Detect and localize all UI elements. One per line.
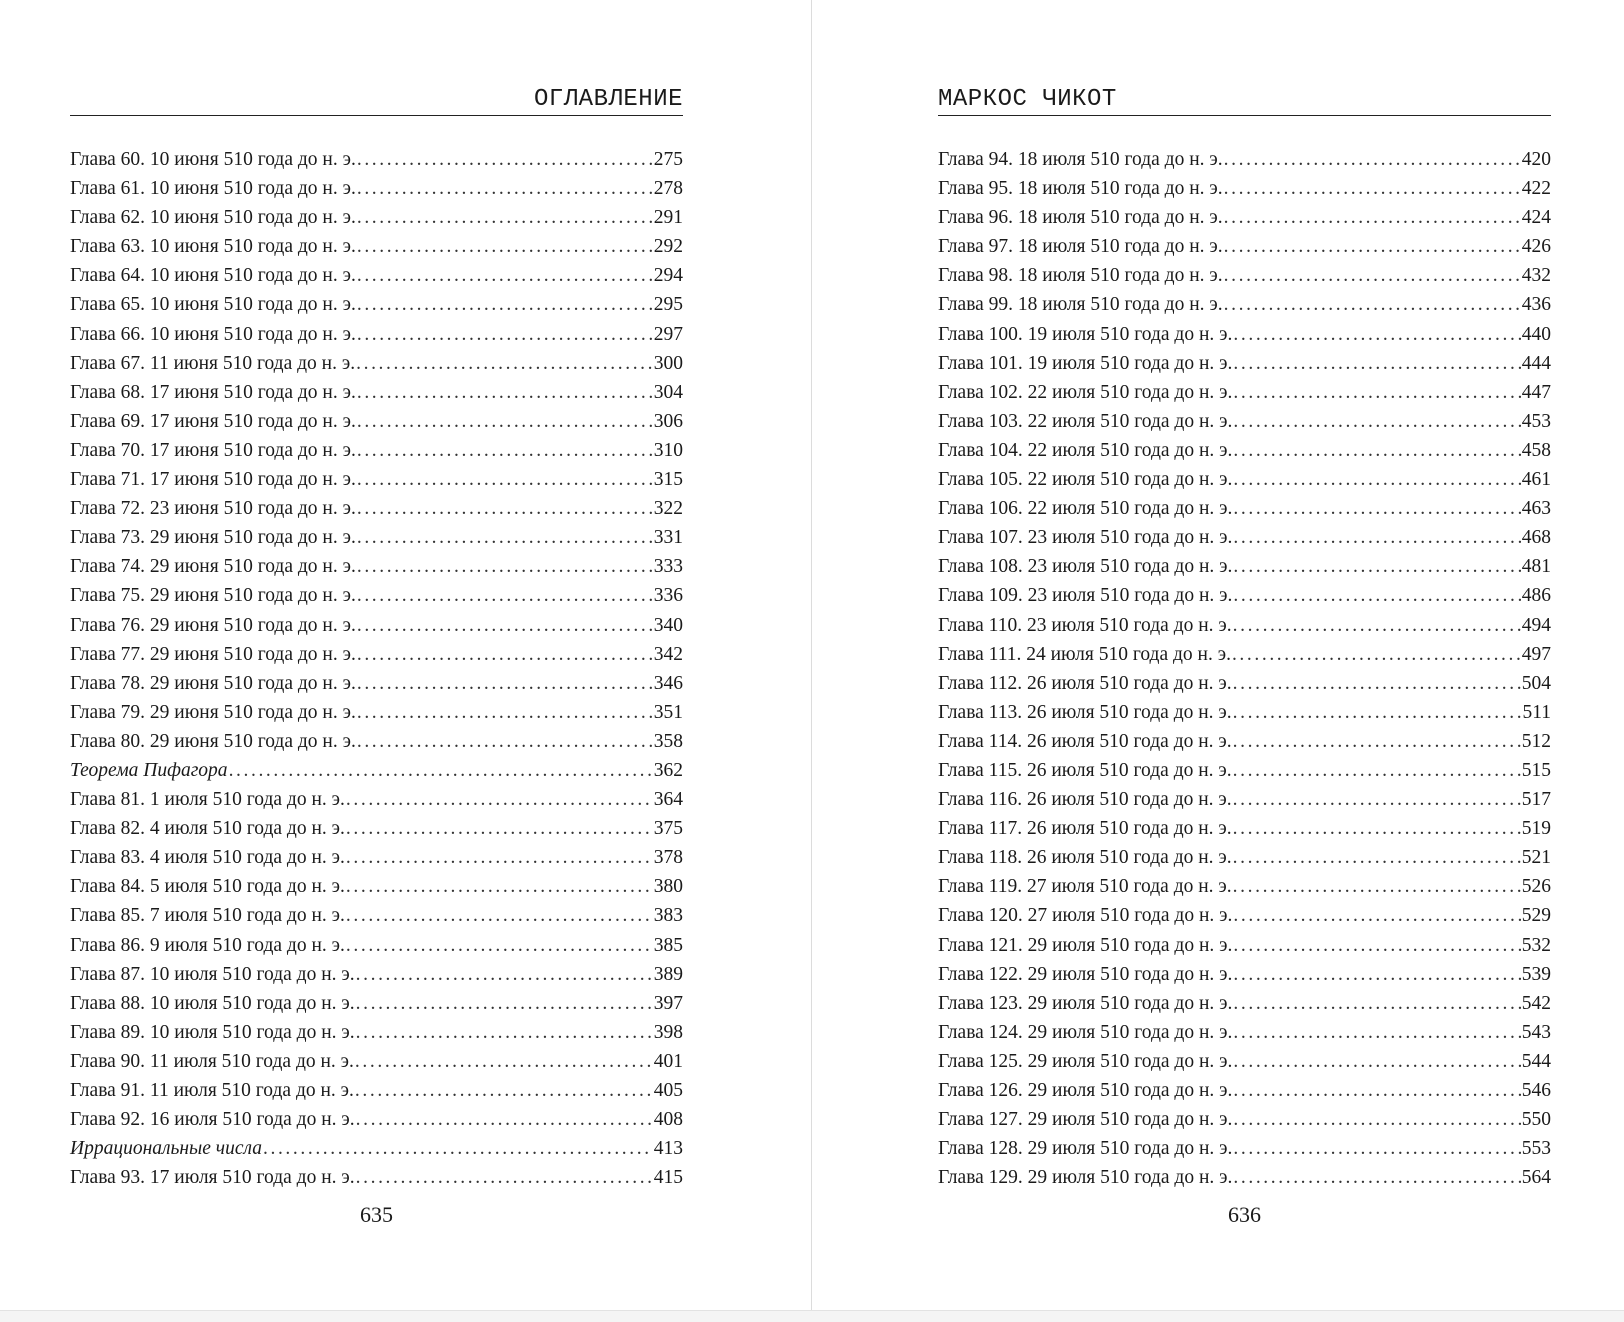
dot-leader	[357, 436, 653, 465]
dot-leader	[1233, 814, 1521, 843]
toc-entry-page: 532	[1521, 934, 1551, 956]
toc-entry-page: 515	[1521, 759, 1551, 781]
toc-entry	[70, 698, 683, 727]
toc-entry	[70, 640, 683, 669]
toc-entry-page: 278	[653, 178, 683, 200]
toc-entry-page: 401	[653, 1050, 683, 1072]
toc-entry-title: Теорема Пифагора	[70, 759, 228, 781]
toc-entry-title: Глава 83. 4 июля 510 года до н. э.	[70, 847, 345, 869]
toc-entry	[70, 1076, 683, 1105]
toc-entry-page: 543	[1521, 1021, 1551, 1043]
dot-leader	[1233, 872, 1521, 901]
toc-entry-title: Глава 91. 11 июля 510 года до н. э.	[70, 1080, 354, 1101]
dot-leader	[1233, 785, 1521, 814]
toc-entry-page: 380	[653, 876, 683, 898]
toc-entry	[938, 494, 1551, 523]
toc-entry	[938, 727, 1551, 756]
toc-entry-page: 519	[1521, 818, 1551, 840]
toc-entry-title: Глава 125. 29 июля 510 года до н. э.	[938, 1050, 1233, 1072]
toc-entry-title: Глава 96. 18 июля 510 года до н. э.	[938, 207, 1223, 229]
dot-leader	[357, 174, 653, 203]
toc-entry-page: 511	[1522, 701, 1551, 723]
toc-entry	[938, 989, 1551, 1018]
toc-entry-title: Глава 119. 27 июля 510 года до н. э.	[938, 876, 1232, 898]
running-head: МАРКОС ЧИКОТ	[938, 86, 1117, 113]
dot-leader	[1233, 1047, 1520, 1076]
dot-leader	[1233, 1134, 1520, 1163]
toc-entry	[938, 756, 1551, 785]
toc-entry-title: Глава 97. 18 июля 510 года до н. э.	[938, 236, 1223, 258]
toc-entry-page: 413	[653, 1138, 683, 1160]
toc-entry-page: 468	[1521, 527, 1551, 549]
toc-entry	[938, 407, 1551, 436]
toc-entry-title: Глава 90. 11 июля 510 года до н. э.	[70, 1050, 354, 1072]
dot-leader	[1233, 756, 1521, 785]
toc-entry	[938, 872, 1551, 901]
toc-entry	[70, 756, 683, 785]
dot-leader	[1233, 320, 1520, 349]
toc-entry-page: 351	[653, 701, 683, 723]
dot-leader	[1233, 843, 1521, 872]
toc-entry-title: Глава 103. 22 июля 510 года до н. э.	[938, 410, 1233, 432]
toc-entry	[70, 581, 683, 610]
dot-leader	[1233, 465, 1520, 494]
toc-entry-title: Глава 126. 29 июля 510 года до н. э.	[938, 1080, 1233, 1101]
toc-entry-page: 340	[653, 614, 683, 636]
toc-entry-page: 378	[653, 847, 683, 869]
toc-entry-title: Глава 104. 22 июля 510 года до н. э.	[938, 439, 1233, 461]
toc-entry-title: Глава 85. 7 июля 510 года до н. э.	[70, 905, 345, 927]
dot-leader	[357, 145, 653, 174]
toc-entry-title: Глава 120. 27 июля 510 года до н. э.	[938, 905, 1233, 927]
dot-leader	[357, 727, 653, 756]
toc-entry	[70, 232, 683, 261]
toc-entry-title: Глава 118. 26 июля 510 года до н. э.	[938, 847, 1232, 869]
dot-leader	[357, 640, 653, 669]
toc-entry-page: 331	[653, 527, 683, 549]
toc-entry	[938, 523, 1551, 552]
toc-entry-page: 342	[653, 643, 683, 665]
dot-leader	[1224, 232, 1521, 261]
dot-leader	[1224, 290, 1521, 319]
toc-entry-title: Глава 129. 29 июля 510 года до н. э.	[938, 1167, 1233, 1189]
dot-leader	[1233, 611, 1521, 640]
toc-entry-title: Глава 122. 29 июля 510 года до н. э.	[938, 963, 1233, 985]
dot-leader	[357, 261, 653, 290]
toc-entry-page: 444	[1521, 352, 1551, 374]
toc-entry	[938, 465, 1551, 494]
toc-entry	[70, 814, 683, 843]
toc-entry	[938, 611, 1551, 640]
toc-entry-page: 295	[653, 294, 683, 316]
toc-entry-page: 550	[1521, 1109, 1551, 1131]
dot-leader	[356, 1018, 653, 1047]
toc-entry-title: Глава 92. 16 июля 510 года до н. э.	[70, 1109, 355, 1131]
toc-entry-title: Глава 71. 17 июня 510 года до н. э.	[70, 469, 356, 491]
toc-entry-page: 424	[1521, 207, 1551, 229]
toc-entry	[938, 290, 1551, 319]
toc-entry-page: 486	[1521, 585, 1551, 607]
dot-leader	[1233, 407, 1520, 436]
toc-entry-title: Глава 108. 23 июля 510 года до н. э.	[938, 556, 1233, 578]
dot-leader	[346, 814, 653, 843]
dot-leader	[357, 698, 653, 727]
dot-leader	[1233, 1018, 1520, 1047]
toc-entry-page: 398	[653, 1021, 683, 1043]
toc-entry-title: Глава 75. 29 июня 510 года до н. э.	[70, 585, 356, 607]
dot-leader	[357, 290, 653, 319]
toc-entry	[938, 378, 1551, 407]
toc-entry-page: 432	[1521, 265, 1551, 287]
toc-entry	[70, 320, 683, 349]
toc-entry-title: Глава 111. 24 июля 510 года до н. э.	[938, 643, 1231, 665]
toc-entry	[938, 203, 1551, 232]
toc-entry-page: 436	[1521, 294, 1551, 316]
dot-leader	[355, 1076, 653, 1105]
dot-leader	[346, 872, 653, 901]
toc-entry-title: Глава 127. 29 июля 510 года до н. э.	[938, 1109, 1233, 1131]
toc-entry	[70, 1105, 683, 1134]
toc-entry-page: 322	[653, 498, 683, 520]
dot-leader	[357, 407, 653, 436]
dot-leader	[1224, 145, 1521, 174]
toc-entry	[70, 290, 683, 319]
dot-leader	[1233, 523, 1520, 552]
toc-entry-page: 440	[1521, 323, 1551, 345]
dot-leader	[1233, 960, 1520, 989]
dot-leader	[1233, 552, 1520, 581]
toc-entry	[70, 1018, 683, 1047]
toc-entry-page: 544	[1521, 1050, 1551, 1072]
toc-entry-page: 306	[653, 410, 683, 432]
toc-entry-title: Глава 99. 18 июля 510 года до н. э.	[938, 294, 1223, 316]
toc-entry-page: 336	[653, 585, 683, 607]
toc-entry-page: 461	[1521, 469, 1551, 491]
toc-entry	[70, 174, 683, 203]
header-rule	[938, 115, 1551, 116]
toc-entry	[70, 611, 683, 640]
toc-entry	[938, 261, 1551, 290]
toc-entry-title: Глава 102. 22 июля 510 года до н. э.	[938, 381, 1233, 403]
dot-leader	[1233, 1105, 1520, 1134]
page-edge	[0, 1310, 1624, 1322]
toc-entry	[70, 494, 683, 523]
toc-entry-title: Глава 66. 10 июня 510 года до н. э.	[70, 323, 356, 345]
toc-entry-page: 383	[653, 905, 683, 927]
dot-leader	[346, 901, 653, 930]
dot-leader	[1233, 1076, 1520, 1105]
toc-entry-title: Глава 77. 29 июня 510 года до н. э.	[70, 643, 356, 665]
toc-entry-title: Глава 114. 26 июля 510 года до н. э.	[938, 730, 1232, 752]
toc-entry-page: 420	[1521, 149, 1551, 170]
toc-entry	[70, 669, 683, 698]
toc-entry	[938, 581, 1551, 610]
toc-entry-page: 512	[1521, 730, 1551, 752]
toc-entry-title: Глава 107. 23 июля 510 года до н. э.	[938, 527, 1233, 549]
toc-entry-title: Глава 69. 17 июня 510 года до н. э.	[70, 410, 356, 432]
toc-entry	[70, 931, 683, 960]
toc-entry-page: 310	[653, 439, 683, 461]
toc-entry	[70, 465, 683, 494]
toc-entry-title: Глава 116. 26 июля 510 года до н. э.	[938, 789, 1232, 811]
toc-entry-title: Глава 89. 10 июля 510 года до н. э.	[70, 1021, 355, 1043]
dot-leader	[357, 669, 653, 698]
toc-entry	[938, 1163, 1551, 1192]
toc-entry-page: 333	[653, 556, 683, 578]
dot-leader	[1233, 989, 1520, 1018]
toc-entry	[938, 1134, 1551, 1163]
toc-entry-title: Глава 63. 10 июня 510 года до н. э.	[70, 236, 356, 258]
toc-entry	[938, 174, 1551, 203]
dot-leader	[1233, 349, 1520, 378]
dot-leader	[1233, 378, 1520, 407]
toc-entry-title: Глава 98. 18 июля 510 года до н. э.	[938, 265, 1223, 287]
toc-entry	[938, 1105, 1551, 1134]
toc-entry-page: 463	[1521, 498, 1551, 520]
table-of-contents	[938, 145, 1551, 1192]
toc-entry-title: Глава 80. 29 июня 510 года до н. э.	[70, 730, 356, 752]
dot-leader	[357, 523, 653, 552]
toc-entry-title: Глава 65. 10 июня 510 года до н. э.	[70, 294, 356, 316]
page-number: 635	[360, 1202, 393, 1227]
page-number: 636	[1228, 1202, 1261, 1227]
toc-entry-page: 497	[1521, 643, 1551, 665]
toc-entry-page: 422	[1521, 178, 1551, 200]
left-page	[0, 0, 812, 1310]
table-of-contents	[70, 145, 683, 1192]
dot-leader	[229, 756, 653, 785]
toc-entry	[70, 989, 683, 1018]
toc-entry-title: Глава 87. 10 июля 510 года до н. э.	[70, 963, 355, 985]
toc-entry-title: Глава 64. 10 июня 510 года до н. э.	[70, 265, 356, 287]
toc-entry-page: 315	[653, 469, 683, 491]
toc-entry-title: Глава 93. 17 июля 510 года до н. э.	[70, 1167, 355, 1189]
toc-entry-page: 521	[1521, 847, 1551, 869]
toc-entry-page: 346	[653, 672, 683, 694]
toc-entry	[938, 698, 1551, 727]
toc-entry-title: Глава 67. 11 июня 510 года до н. э.	[70, 352, 356, 374]
toc-entry-title: Глава 112. 26 июля 510 года до н. э.	[938, 672, 1232, 694]
toc-entry-page: 362	[653, 759, 683, 781]
dot-leader	[1233, 931, 1520, 960]
dot-leader	[1233, 1163, 1520, 1192]
toc-entry-title: Глава 72. 23 июня 510 года до н. э.	[70, 498, 356, 520]
toc-entry-page: 539	[1521, 963, 1551, 985]
toc-entry-title: Глава 68. 17 июня 510 года до н. э.	[70, 381, 356, 403]
toc-entry-title: Глава 105. 22 июля 510 года до н. э.	[938, 469, 1233, 491]
toc-entry	[938, 145, 1551, 174]
toc-entry-title: Глава 81. 1 июля 510 года до н. э.	[70, 789, 345, 811]
toc-entry-page: 275	[653, 149, 683, 170]
toc-entry-page: 297	[653, 323, 683, 345]
toc-entry	[70, 261, 683, 290]
toc-entry-title: Глава 76. 29 июня 510 года до н. э.	[70, 614, 356, 636]
toc-entry-page: 542	[1521, 992, 1551, 1014]
toc-entry-page: 517	[1521, 789, 1551, 811]
toc-entry-title: Глава 74. 29 июня 510 года до н. э.	[70, 556, 356, 578]
running-head: ОГЛАВЛЕНИЕ	[533, 86, 683, 113]
toc-entry	[938, 669, 1551, 698]
toc-entry-title: Глава 82. 4 июля 510 года до н. э.	[70, 818, 345, 840]
dot-leader	[1233, 581, 1520, 610]
toc-entry-page: 426	[1521, 236, 1551, 258]
dot-leader	[1233, 436, 1520, 465]
toc-entry-title: Глава 62. 10 июня 510 года до н. э.	[70, 207, 356, 229]
toc-entry-page: 504	[1521, 672, 1551, 694]
header-rule	[70, 115, 683, 116]
toc-entry	[938, 785, 1551, 814]
toc-entry-title: Глава 123. 29 июля 510 года до н. э.	[938, 992, 1233, 1014]
right-page	[812, 0, 1624, 1310]
toc-entry-title: Глава 70. 17 июня 510 года до н. э.	[70, 439, 356, 461]
toc-entry-page: 529	[1521, 905, 1551, 927]
toc-entry-title: Глава 115. 26 июля 510 года до н. э.	[938, 759, 1232, 781]
dot-leader	[1224, 261, 1521, 290]
dot-leader	[1233, 669, 1521, 698]
toc-entry	[938, 901, 1551, 930]
toc-entry-page: 291	[653, 207, 683, 229]
toc-entry-page: 375	[653, 818, 683, 840]
toc-entry	[938, 349, 1551, 378]
toc-entry-page: 358	[653, 730, 683, 752]
toc-entry-title: Глава 94. 18 июля 510 года до н. э.	[938, 149, 1223, 170]
toc-entry-page: 364	[653, 789, 683, 811]
toc-entry	[938, 843, 1551, 872]
toc-entry-page: 292	[653, 236, 683, 258]
toc-entry-page: 453	[1521, 410, 1551, 432]
dot-leader	[356, 1105, 653, 1134]
toc-entry	[938, 931, 1551, 960]
toc-entry-title: Глава 84. 5 июля 510 года до н. э.	[70, 876, 345, 898]
toc-entry-title: Глава 109. 23 июля 510 года до н. э.	[938, 585, 1233, 607]
toc-entry-title: Глава 95. 18 июля 510 года до н. э.	[938, 178, 1223, 200]
toc-entry	[70, 843, 683, 872]
toc-entry	[70, 1047, 683, 1076]
toc-entry	[70, 785, 683, 814]
toc-entry-title: Глава 60. 10 июня 510 года до н. э.	[70, 149, 356, 170]
dot-leader	[357, 320, 653, 349]
dot-leader	[356, 960, 653, 989]
dot-leader	[357, 611, 653, 640]
dot-leader	[357, 232, 653, 261]
toc-entry	[938, 1076, 1551, 1105]
toc-entry-page: 546	[1521, 1080, 1551, 1101]
toc-entry	[70, 901, 683, 930]
toc-entry	[70, 203, 683, 232]
dot-leader	[357, 378, 653, 407]
dot-leader	[355, 1047, 653, 1076]
toc-entry-title: Глава 113. 26 июля 510 года до н. э.	[938, 701, 1232, 723]
toc-entry-page: 553	[1521, 1138, 1551, 1160]
toc-entry-title: Глава 121. 29 июля 510 года до н. э.	[938, 934, 1233, 956]
toc-entry	[938, 814, 1551, 843]
toc-entry	[70, 727, 683, 756]
dot-leader	[357, 465, 653, 494]
toc-entry-title: Глава 101. 19 июля 510 года до н. э.	[938, 352, 1233, 374]
dot-leader	[357, 494, 653, 523]
toc-entry	[70, 145, 683, 174]
toc-entry-page: 397	[653, 992, 683, 1014]
toc-entry-title: Глава 73. 29 июня 510 года до н. э.	[70, 527, 356, 549]
dot-leader	[346, 843, 653, 872]
toc-entry-page: 458	[1521, 439, 1551, 461]
toc-entry-page: 304	[653, 381, 683, 403]
dot-leader	[1224, 203, 1521, 232]
dot-leader	[1233, 901, 1520, 930]
dot-leader	[346, 931, 653, 960]
toc-entry-title: Глава 100. 19 июля 510 года до н. э.	[938, 323, 1233, 345]
toc-entry-page: 447	[1521, 381, 1551, 403]
dot-leader	[263, 1134, 653, 1163]
toc-entry	[938, 320, 1551, 349]
toc-entry-title: Иррациональные числа	[70, 1138, 262, 1160]
toc-entry-page: 415	[653, 1167, 683, 1189]
toc-entry-page: 408	[653, 1109, 683, 1131]
toc-entry	[70, 378, 683, 407]
toc-entry-title: Глава 106. 22 июля 510 года до н. э.	[938, 498, 1233, 520]
toc-entry-title: Глава 117. 26 июля 510 года до н. э.	[938, 818, 1232, 840]
dot-leader	[1233, 698, 1522, 727]
toc-entry	[70, 436, 683, 465]
toc-entry-title: Глава 78. 29 июня 510 года до н. э.	[70, 672, 356, 694]
toc-entry-page: 300	[653, 352, 683, 374]
toc-entry-title: Глава 124. 29 июля 510 года до н. э.	[938, 1021, 1233, 1043]
toc-entry	[70, 349, 683, 378]
toc-entry-title: Глава 110. 23 июля 510 года до н. э.	[938, 614, 1232, 636]
toc-entry-page: 481	[1521, 556, 1551, 578]
toc-entry-title: Глава 79. 29 июня 510 года до н. э.	[70, 701, 356, 723]
toc-entry	[938, 552, 1551, 581]
toc-entry-page: 526	[1521, 876, 1551, 898]
toc-entry-page: 389	[653, 963, 683, 985]
toc-entry	[70, 1134, 683, 1163]
dot-leader	[357, 203, 653, 232]
dot-leader	[356, 989, 653, 1018]
toc-entry	[938, 640, 1551, 669]
toc-entry	[70, 552, 683, 581]
dot-leader	[356, 1163, 653, 1192]
toc-entry-page: 385	[653, 934, 683, 956]
toc-entry	[70, 523, 683, 552]
toc-entry	[938, 1047, 1551, 1076]
toc-entry	[70, 407, 683, 436]
toc-entry-title: Глава 88. 10 июля 510 года до н. э.	[70, 992, 355, 1014]
toc-entry-title: Глава 128. 29 июля 510 года до н. э.	[938, 1138, 1233, 1160]
dot-leader	[1224, 174, 1521, 203]
toc-entry-page: 564	[1521, 1167, 1551, 1189]
toc-entry	[70, 872, 683, 901]
dot-leader	[1233, 494, 1520, 523]
toc-entry-page: 294	[653, 265, 683, 287]
dot-leader	[357, 552, 653, 581]
toc-entry	[938, 1018, 1551, 1047]
toc-entry-title: Глава 61. 10 июня 510 года до н. э.	[70, 178, 356, 200]
toc-entry-page: 494	[1521, 614, 1551, 636]
dot-leader	[346, 785, 653, 814]
dot-leader	[1232, 640, 1521, 669]
dot-leader	[357, 581, 653, 610]
toc-entry	[938, 960, 1551, 989]
toc-entry	[70, 960, 683, 989]
toc-entry-page: 405	[653, 1080, 683, 1101]
toc-entry-title: Глава 86. 9 июля 510 года до н. э.	[70, 934, 345, 956]
toc-entry	[70, 1163, 683, 1192]
toc-entry	[938, 232, 1551, 261]
dot-leader	[1233, 727, 1521, 756]
dot-leader	[356, 349, 653, 378]
toc-entry	[938, 436, 1551, 465]
